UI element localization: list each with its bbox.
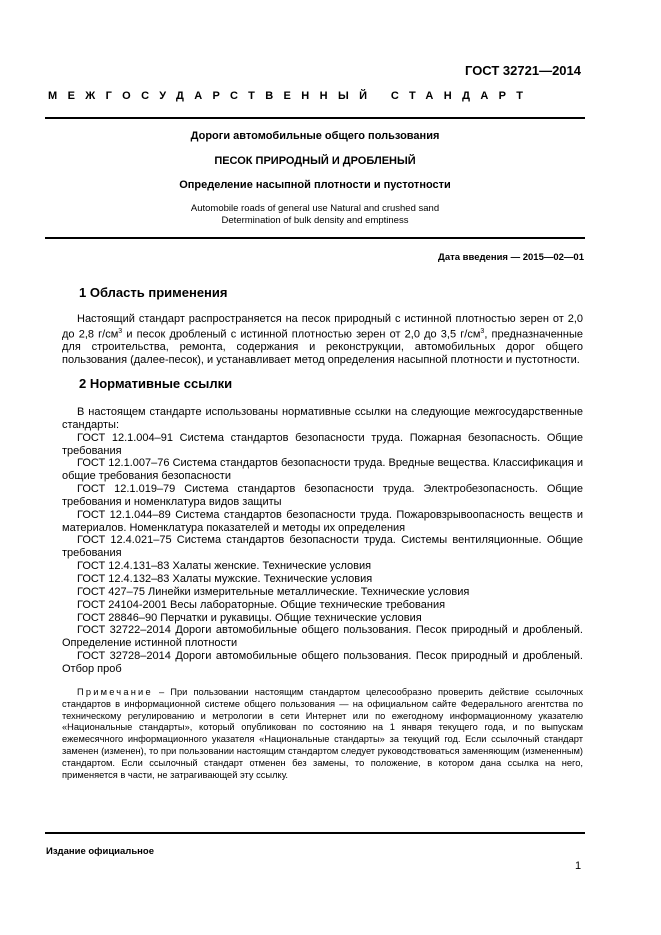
english-title bbox=[45, 203, 585, 227]
reference-item: ГОСТ 12.1.019–79 Система стандартов безопасности труда. Электробезопасность. Общие требования и номенклатура видов защиты bbox=[62, 483, 583, 508]
section-1-body bbox=[62, 313, 583, 367]
reference-item: ГОСТ 12.4.131–83 Халаты женские. Технические условия bbox=[77, 560, 372, 573]
reference-item: ГОСТ 32728–2014 Дороги автомобильные общего пользования. Песок природный и дробленый. Отбор проб bbox=[62, 650, 583, 675]
reference-item: ГОСТ 12.4.021–75 Система стандартов безопасности труда. Системы вентиляционные. Общие требования bbox=[62, 534, 583, 560]
section-1-heading: 1 Область применения bbox=[79, 285, 228, 300]
reference-item: ГОСТ 12.1.004–91 Система стандартов безопасности труда. Пожарная безопасность. Общие требования bbox=[62, 431, 583, 457]
reference-list bbox=[62, 432, 583, 676]
section-2-intro: В настоящем стандарте использованы нормативные ссылки на следующие межгосударственные стандарты: bbox=[62, 406, 583, 431]
reference-item: ГОСТ 28846–90 Перчатки и рукавицы. Общие технические условия bbox=[77, 611, 422, 624]
intro-date: Дата введения — 2015—02—01 bbox=[438, 252, 584, 263]
gost-number: ГОСТ 32721—2014 bbox=[465, 63, 581, 78]
note-label: Примечание bbox=[77, 687, 153, 697]
title-line-1: Дороги автомобильные общего пользования bbox=[190, 130, 440, 142]
note bbox=[62, 687, 583, 781]
header-divider bbox=[45, 117, 585, 119]
english-title-line-1: Automobile roads of general use Natural and crushed sand bbox=[190, 203, 440, 214]
interstate-standard-label: МЕЖГОСУДАРСТВЕННЫЙ СТАНДАРТ bbox=[48, 90, 534, 102]
page-number: 1 bbox=[575, 860, 582, 872]
english-title-line-2: Determination of bulk density and emptiness bbox=[221, 215, 409, 226]
reference-item: ГОСТ 12.1.044–89 Система стандартов безопасности труда. Пожаровзрывоопасность веществ и материалов. Номенклатура показателей и методы их определения bbox=[62, 508, 583, 534]
reference-item: ГОСТ 12.1.007–76 Система стандартов безопасности труда. Вредные вещества. Классификация и общие требования безопасности bbox=[62, 457, 583, 483]
reference-item: ГОСТ 427–75 Линейки измерительные металлические. Технические условия bbox=[77, 585, 470, 598]
section-2-heading: 2 Нормативные ссылки bbox=[79, 376, 233, 391]
edition-label: Издание официальное bbox=[46, 846, 154, 857]
section-1-paragraph: Настоящий стандарт распространяется на песок природный с истинной плотностью зерен от 2,0 до 2,8 $г/см^3$ и песок дробленый с истинной плотностью зерен от 2,0 до 3,5 $г/см^3$, предназначенные для строительства, ремонта, содержания и реконструкции, автомобильных дорог общего пользования (далее-песок), и устанавливает метод определения насыпной плотности и пустотности. bbox=[62, 313, 583, 367]
section-2-body bbox=[62, 406, 583, 676]
reference-item: ГОСТ 24104-2001 Весы лабораторные. Общие технические требования bbox=[77, 598, 446, 611]
title-divider bbox=[45, 237, 585, 239]
footer-divider bbox=[45, 832, 585, 834]
title-line-3: Определение насыпной плотности и пустотности bbox=[179, 179, 451, 191]
reference-item: ГОСТ 32722–2014 Дороги автомобильные общего пользования. Песок природный и дробленый. Определение истинной плотности bbox=[62, 624, 583, 650]
reference-item: ГОСТ 12.4.132–83 Халаты мужские. Технические условия bbox=[77, 572, 373, 585]
section-1 bbox=[62, 287, 583, 300]
section-2 bbox=[62, 378, 583, 391]
note-text: – При пользовании настоящим стандартом целесообразно проверить действие ссылочных стандартов в информационной системе общего пользования — на официальном сайте Федерального агентства по техническому регулированию и метрологии в сети Интернет или по ежегодному информационному указателю «Национальные стандарты», который опубликован по состоянию на 1 января текущего года, и по выпускам ежемесячного информационного указателя «Национальные стандарты» за текущий год. Если ссылочный стандарт заменен (изменен), то при пользовании настоящим стандартом следует руководствоваться заменяющим (измененным) стандартом. Если ссылочный стандарт отменен без замены, то положение, в котором дана ссылка на него, применяется в части, не затрагивающей эту ссылку. bbox=[62, 687, 583, 780]
title-line-2: ПЕСОК ПРИРОДНЫЙ И ДРОБЛЕНЫЙ bbox=[214, 155, 416, 167]
